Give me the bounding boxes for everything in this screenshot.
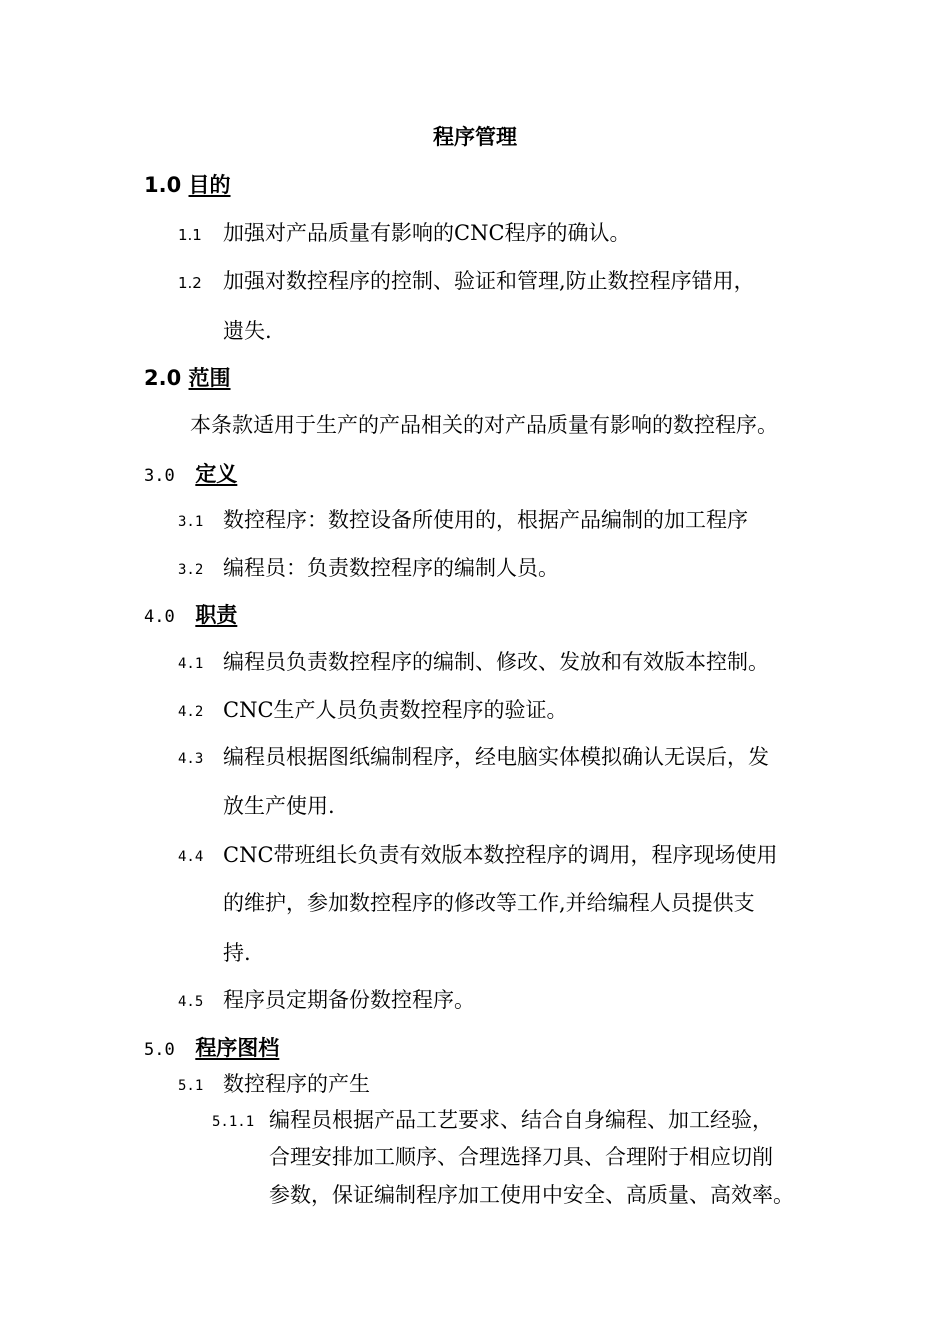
item-4-2-number: 4.2	[178, 704, 204, 720]
subitem-5-1-1-number: 5.1.1	[212, 1114, 255, 1130]
section-3-title: 定义	[195, 462, 238, 486]
item-4-5-text: 程序员定期备份数控程序。	[223, 988, 475, 1012]
item-4-3-text-line1: 编程员根据图纸编制程序，经电脑实体模拟确认无误后，发	[223, 745, 769, 769]
section-1-number: 1.0	[144, 173, 182, 197]
item-3-1-text: 数控程序：数控设备所使用的，根据产品编制的加工程序	[223, 508, 748, 532]
item-4-3-number: 4.3	[178, 751, 204, 767]
item-1-1-number: 1.1	[178, 226, 202, 244]
item-3-2-number: 3.2	[178, 562, 204, 578]
section-5-title: 程序图档	[195, 1036, 280, 1060]
item-3-2-text: 编程员：负责数控程序的编制人员。	[223, 556, 559, 580]
item-1-2-number: 1.2	[178, 274, 202, 292]
section-2-text: 本条款适用于生产的产品相关的对产品质量有影响的数控程序。	[190, 413, 778, 437]
subitem-5-1-1-text-line1: 编程员根据产品工艺要求、结合自身编程、加工经验，	[269, 1108, 773, 1132]
item-4-4-number: 4.4	[178, 849, 204, 865]
document-title: 程序管理	[433, 125, 517, 149]
section-4-title: 职责	[195, 603, 238, 627]
section-5-heading	[144, 1033, 279, 1065]
item-4-2-text: CNC生产人员负责数控程序的验证。	[223, 698, 568, 722]
section-4-heading	[144, 600, 237, 632]
section-4-number: 4.0	[144, 607, 175, 627]
section-5-number: 5.0	[144, 1040, 175, 1060]
item-4-1-number: 4.1	[178, 656, 204, 672]
section-2-heading	[144, 363, 231, 393]
item-4-5-number: 4.5	[178, 994, 204, 1010]
section-2-title: 范围	[188, 366, 231, 390]
item-4-1-text: 编程员负责数控程序的编制、修改、发放和有效版本控制。	[223, 650, 769, 674]
subitem-5-1-1-text-line2: 合理安排加工顺序、合理选择刀具、合理附于相应切削	[269, 1145, 773, 1169]
item-4-4-text-line1: CNC带班组长负责有效版本数控程序的调用，程序现场使用	[223, 843, 778, 867]
item-1-2-text-line1: 加强对数控程序的控制、验证和管理,防止数控程序错用，	[223, 269, 755, 293]
item-3-1-number: 3.1	[178, 514, 204, 530]
section-3-heading	[144, 459, 237, 491]
item-1-2-text-line2: 遗失.	[223, 319, 272, 343]
item-5-1-number: 5.1	[178, 1078, 204, 1094]
section-2-number: 2.0	[144, 366, 182, 390]
section-3-number: 3.0	[144, 466, 175, 486]
subitem-5-1-1-text-line3: 参数，保证编制程序加工使用中安全、高质量、高效率。	[269, 1183, 794, 1207]
item-4-4-text-line3: 持.	[223, 941, 251, 965]
item-4-3-text-line2: 放生产使用.	[223, 794, 335, 818]
section-1-heading	[144, 170, 231, 200]
item-4-4-text-line2: 的维护，参加数控程序的修改等工作,并给编程人员提供支	[223, 891, 755, 915]
item-5-1-text: 数控程序的产生	[223, 1072, 370, 1096]
item-1-1-text: 加强对产品质量有影响的CNC程序的确认。	[223, 221, 631, 245]
section-1-title: 目的	[188, 173, 231, 197]
